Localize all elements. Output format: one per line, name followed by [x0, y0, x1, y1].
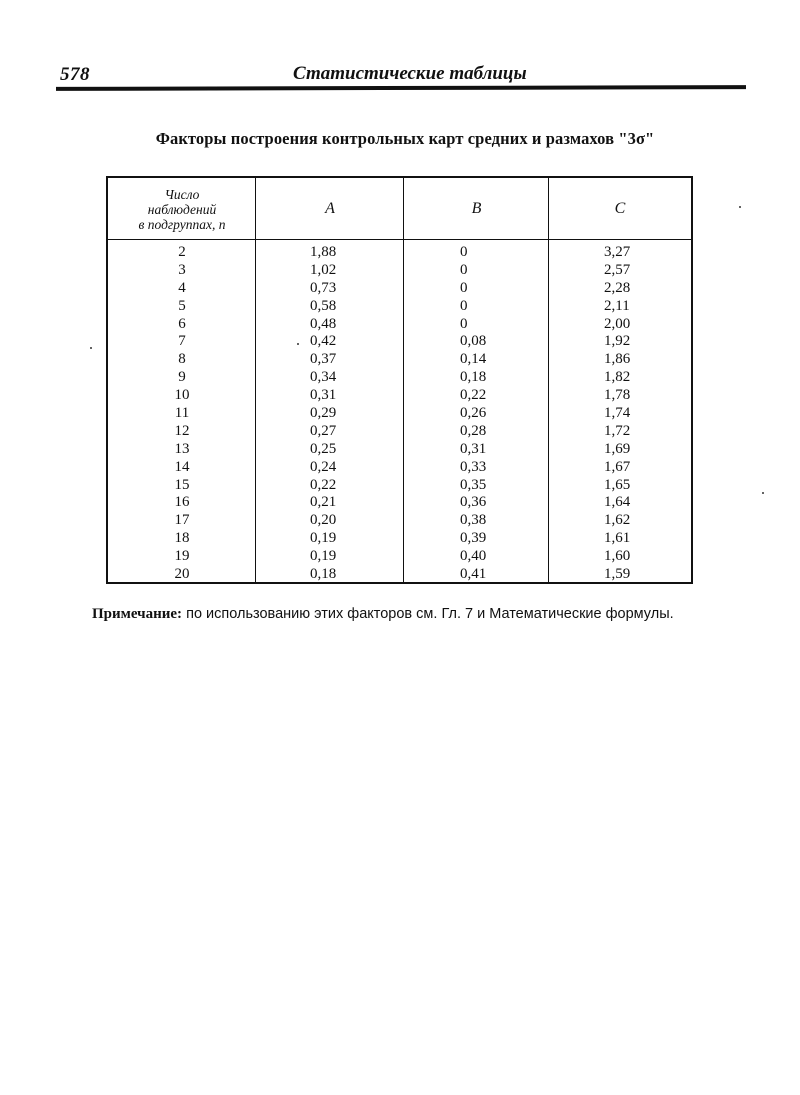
factors-table [106, 176, 693, 584]
cell-n: 3 [178, 261, 186, 278]
cell-c: 2,28 [604, 279, 631, 296]
table-row [108, 494, 691, 512]
table-row [108, 566, 691, 584]
table-row [108, 280, 691, 298]
header-n-line3: в подгруппах, n [138, 216, 226, 232]
cell-c: 3,27 [604, 244, 631, 260]
cell-b: 0,35 [460, 476, 487, 493]
running-title: Статистические таблицы [293, 63, 527, 84]
cell-n: 10 [174, 387, 190, 404]
table-row [108, 441, 691, 459]
cell-b: 0,08 [460, 333, 487, 350]
cell-b: 0,33 [460, 458, 487, 475]
cell-n: 19 [174, 548, 190, 565]
header-n [108, 178, 256, 240]
cell-b: 0 [460, 315, 468, 332]
table-row [108, 387, 691, 405]
cell-b: 0,39 [460, 530, 487, 547]
table-note [92, 606, 772, 623]
cell-n: 14 [174, 458, 190, 475]
cell-b: 0 [460, 261, 468, 278]
cell-c: 1,86 [604, 351, 631, 368]
scan-speck [90, 347, 92, 349]
table-row [108, 244, 691, 262]
header-n-line2: наблюдений [147, 201, 217, 217]
cell-c: 1,60 [604, 548, 631, 565]
running-head [58, 60, 746, 88]
cell-a: 0,73 [310, 279, 337, 296]
table-row [108, 512, 691, 530]
cell-b: 0,22 [460, 387, 487, 404]
cell-c: 1,82 [604, 369, 631, 386]
cell-c: 1,69 [604, 440, 631, 457]
cell-n: 15 [174, 476, 190, 493]
header-b: B [471, 200, 482, 217]
table-row [108, 423, 691, 441]
cell-a: 0,58 [310, 297, 337, 314]
table-row [108, 262, 691, 280]
cell-c: 1,64 [604, 494, 631, 511]
cell-a: 1,02 [310, 261, 337, 278]
cell-a: 0,19 [310, 548, 337, 565]
cell-c: 1,92 [604, 333, 631, 350]
cell-c: 1,72 [604, 422, 631, 439]
table-body [108, 244, 691, 584]
cell-n: 18 [174, 530, 190, 547]
table-row [108, 477, 691, 495]
cell-n: 5 [178, 297, 186, 314]
header-c: C [614, 200, 626, 217]
cell-n: 4 [178, 279, 186, 296]
table-row [108, 548, 691, 566]
cell-b: 0,38 [460, 512, 487, 529]
cell-a: 0,20 [310, 512, 337, 529]
cell-a: 0,21 [310, 494, 337, 511]
table-row [108, 351, 691, 369]
scan-speck [297, 343, 299, 345]
cell-c: 1,62 [604, 512, 631, 529]
cell-n: 16 [174, 494, 190, 511]
table-row [108, 333, 691, 351]
table-title: Факторы построения контрольных карт средних и размахов "3σ" [155, 129, 655, 148]
cell-n: 7 [178, 333, 186, 350]
cell-a: 1,88 [310, 244, 337, 260]
cell-a: 0,18 [310, 566, 337, 583]
cell-a: 0,31 [310, 387, 337, 404]
header-a: A [325, 200, 335, 217]
table-row [108, 298, 691, 316]
cell-a: 0,27 [310, 422, 337, 439]
cell-a: 0,34 [310, 369, 337, 386]
table-row [108, 530, 691, 548]
cell-a: 0,19 [310, 530, 337, 547]
cell-n: 2 [178, 244, 186, 260]
cell-c: 2,11 [604, 297, 630, 314]
cell-n: 13 [174, 440, 190, 457]
cell-n: 12 [174, 422, 190, 439]
scan-speck [762, 492, 764, 494]
cell-b: 0 [460, 244, 468, 260]
cell-a: 0,24 [310, 458, 337, 475]
table-row [108, 316, 691, 334]
cell-a: 0,25 [310, 440, 337, 457]
cell-a: 0,37 [310, 351, 337, 368]
table-header-row [108, 178, 691, 240]
cell-c: 2,00 [604, 315, 631, 332]
cell-n: 11 [174, 405, 190, 422]
cell-c: 1,61 [604, 530, 631, 547]
cell-n: 6 [178, 315, 186, 332]
cell-n: 17 [174, 512, 190, 529]
cell-c: 1,74 [604, 405, 631, 422]
cell-n: 8 [178, 351, 186, 368]
cell-a: 0,42 [310, 333, 337, 350]
cell-c: 1,59 [604, 566, 631, 583]
cell-n: 20 [174, 566, 190, 583]
cell-b: 0 [460, 297, 468, 314]
cell-b: 0,31 [460, 440, 487, 457]
cell-b: 0,40 [460, 548, 487, 565]
cell-c: 1,65 [604, 476, 631, 493]
header-n-line1: Число [164, 186, 200, 202]
note-text: по использованию этих факторов см. Гл. 7 и Математические формулы. [182, 606, 674, 622]
cell-b: 0,26 [460, 405, 487, 422]
table-row [108, 459, 691, 477]
table-row [108, 405, 691, 423]
cell-b: 0 [460, 279, 468, 296]
table-row [108, 369, 691, 387]
cell-b: 0,36 [460, 494, 487, 511]
header-rule [56, 85, 746, 91]
cell-c: 1,67 [604, 458, 631, 475]
note-label: Примечание: [92, 606, 183, 622]
cell-a: 0,29 [310, 405, 337, 422]
scan-speck [739, 206, 741, 208]
cell-c: 2,57 [604, 261, 631, 278]
cell-n: 9 [178, 369, 186, 386]
cell-b: 0,18 [460, 369, 487, 386]
cell-a: 0,22 [310, 476, 337, 493]
page-number: 578 [60, 64, 90, 85]
cell-b: 0,28 [460, 422, 487, 439]
cell-a: 0,48 [310, 315, 337, 332]
cell-c: 1,78 [604, 387, 631, 404]
cell-b: 0,14 [460, 351, 487, 368]
cell-b: 0,41 [460, 566, 487, 583]
